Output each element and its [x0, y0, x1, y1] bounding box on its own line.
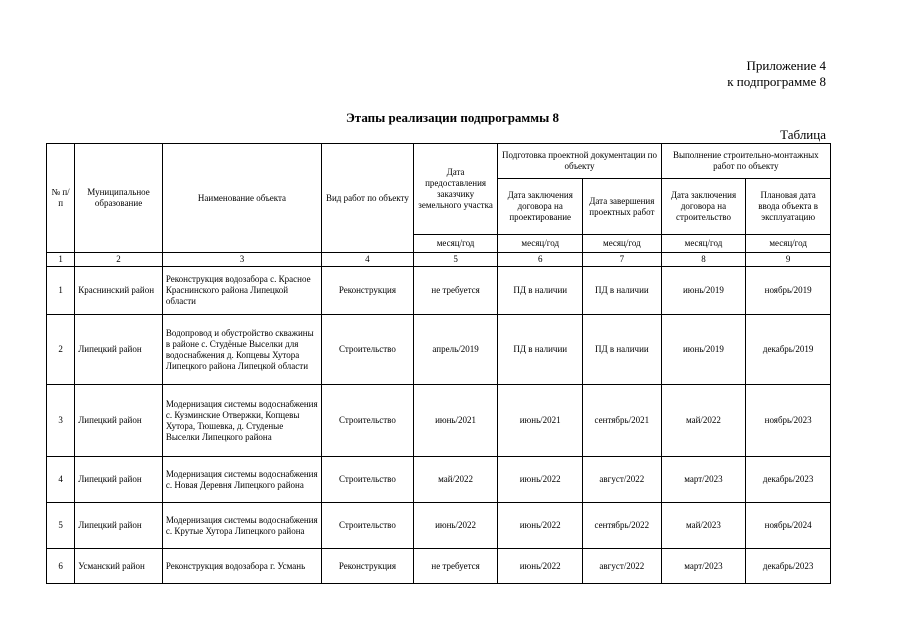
col-number: 9 [746, 253, 831, 267]
document-title: Этапы реализации подпрограммы 8 [345, 110, 560, 125]
cell-design-contract: июнь/2022 [498, 457, 583, 503]
cell-commission: ноябрь/2024 [746, 503, 831, 549]
cell-construction-contract: май/2023 [661, 503, 746, 549]
cell-design-finish: август/2022 [583, 549, 662, 584]
header-construction-group: Выполнение строительно-монтажных работ по объекту [661, 144, 830, 179]
table-row [47, 385, 831, 457]
header-design-contract: Дата заключения договора на проектирование [498, 179, 583, 235]
cell-num: 5 [47, 503, 75, 549]
cell-construction-contract: март/2023 [661, 549, 746, 584]
cell-work-type: Строительство [322, 385, 414, 457]
col-number: 5 [413, 253, 498, 267]
unit-design-finish: месяц/год [583, 235, 662, 253]
header-object-name: Наименование объекта [162, 144, 321, 253]
table-row [47, 315, 831, 385]
table-caption: Таблица [780, 127, 826, 142]
cell-design-finish: сентябрь/2021 [583, 385, 662, 457]
cell-design-contract: ПД в наличии [498, 315, 583, 385]
cell-object: Модернизация системы водоснабжения с. Крутые Хутора Липецкого района [162, 503, 321, 549]
col-number: 6 [498, 253, 583, 267]
header-num: № п/п [47, 144, 75, 253]
table-row [47, 457, 831, 503]
unit-commission: месяц/год [746, 235, 831, 253]
cell-num: 3 [47, 385, 75, 457]
col-number: 7 [583, 253, 662, 267]
col-number: 4 [322, 253, 414, 267]
cell-commission: ноябрь/2019 [746, 267, 831, 315]
appendix-note [727, 58, 826, 90]
cell-commission: декабрь/2023 [746, 549, 831, 584]
cell-construction-contract: март/2023 [661, 457, 746, 503]
stages-table [46, 143, 831, 584]
col-number: 8 [661, 253, 746, 267]
cell-municipality: Краснинский район [75, 267, 163, 315]
cell-work-type: Реконструкция [322, 549, 414, 584]
unit-construction-contract: месяц/год [661, 235, 746, 253]
cell-land-date: апрель/2019 [413, 315, 498, 385]
cell-commission: ноябрь/2023 [746, 385, 831, 457]
cell-work-type: Реконструкция [322, 267, 414, 315]
cell-work-type: Строительство [322, 457, 414, 503]
cell-design-finish: ПД в наличии [583, 315, 662, 385]
header-design-finish: Дата завершения проектных работ [583, 179, 662, 235]
table-row [47, 503, 831, 549]
header-commission-date: Плановая дата ввода объекта в эксплуатацию [746, 179, 831, 235]
header-construction-contract: Дата заключения договора на строительство [661, 179, 746, 235]
cell-work-type: Строительство [322, 315, 414, 385]
table-row [47, 267, 831, 315]
cell-work-type: Строительство [322, 503, 414, 549]
col-number: 3 [162, 253, 321, 267]
cell-design-contract: июнь/2022 [498, 503, 583, 549]
cell-municipality: Липецкий район [75, 503, 163, 549]
appendix-line-2: к подпрограмме 8 [727, 74, 826, 89]
appendix-line-1: Приложение 4 [746, 58, 826, 73]
cell-design-finish: август/2022 [583, 457, 662, 503]
header-work-type: Вид работ по объекту [322, 144, 414, 253]
table-row [47, 549, 831, 584]
cell-design-contract: июнь/2021 [498, 385, 583, 457]
unit-design-contract: месяц/год [498, 235, 583, 253]
cell-design-finish: сентябрь/2022 [583, 503, 662, 549]
cell-num: 1 [47, 267, 75, 315]
cell-num: 4 [47, 457, 75, 503]
cell-object: Водопровод и обустройство скважины в районе с. Студёные Выселки для водоснабжения д. Копцевы Хутора Липецкого района Липецкой области [162, 315, 321, 385]
cell-num: 6 [47, 549, 75, 584]
cell-design-contract: июнь/2022 [498, 549, 583, 584]
cell-construction-contract: июнь/2019 [661, 267, 746, 315]
header-design-group: Подготовка проектной документации по объекту [498, 144, 661, 179]
cell-construction-contract: май/2022 [661, 385, 746, 457]
cell-object: Модернизация системы водоснабжения с. Новая Деревня Липецкого района [162, 457, 321, 503]
cell-land-date: июнь/2022 [413, 503, 498, 549]
cell-land-date: май/2022 [413, 457, 498, 503]
cell-municipality: Липецкий район [75, 385, 163, 457]
cell-municipality: Липецкий район [75, 457, 163, 503]
cell-commission: декабрь/2019 [746, 315, 831, 385]
cell-object: Реконструкция водозабора с. Красное Краснинского района Липецкой области [162, 267, 321, 315]
cell-land-date: июнь/2021 [413, 385, 498, 457]
unit-land: месяц/год [413, 235, 498, 253]
cell-object: Реконструкция водозабора г. Усмань [162, 549, 321, 584]
cell-object: Модернизация системы водоснабжения с. Кузминские Отвержки, Копцевы Хутора, Тюшевка, д. Студеные Выселки Липецкого района [162, 385, 321, 457]
cell-land-date: не требуется [413, 549, 498, 584]
cell-design-contract: ПД в наличии [498, 267, 583, 315]
header-municipality: Муниципальное образование [75, 144, 163, 253]
col-number: 2 [75, 253, 163, 267]
cell-construction-contract: июнь/2019 [661, 315, 746, 385]
header-land-date: Дата предоставления заказчику земельного участка [413, 144, 498, 235]
cell-municipality: Липецкий район [75, 315, 163, 385]
cell-num: 2 [47, 315, 75, 385]
cell-commission: декабрь/2023 [746, 457, 831, 503]
col-number: 1 [47, 253, 75, 267]
cell-municipality: Усманский район [75, 549, 163, 584]
cell-land-date: не требуется [413, 267, 498, 315]
cell-design-finish: ПД в наличии [583, 267, 662, 315]
